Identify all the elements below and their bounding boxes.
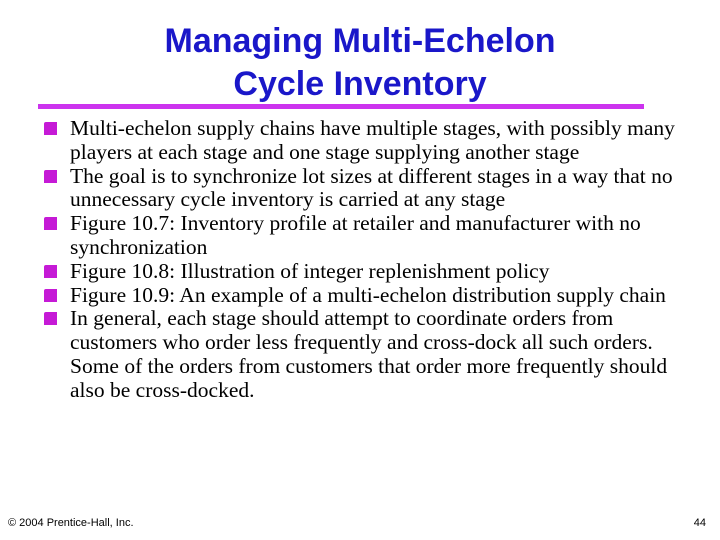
square-bullet-icon [44, 217, 57, 230]
copyright-footer: © 2004 Prentice-Hall, Inc. [8, 517, 134, 529]
bullet-item [44, 165, 684, 213]
bullet-item [44, 260, 684, 284]
bullet-text: Figure 10.8: Illustration of integer replenishment policy [70, 258, 550, 283]
title-line: Managing Multi-Echelon [164, 22, 556, 60]
bullet-item [44, 284, 684, 308]
page-number: 44 [693, 517, 706, 529]
square-bullet-icon [44, 265, 57, 278]
bullet-text: In general, each stage should attempt to coordinate orders from customers who order less frequently and cross-dock all such orders. Some of the orders from customers that order more frequently should also be cross-docked. [70, 306, 668, 402]
square-bullet-icon [44, 122, 57, 135]
square-bullet-icon [44, 312, 57, 325]
square-bullet-icon [44, 170, 57, 183]
slide-title [40, 20, 680, 106]
title-underline [38, 104, 644, 109]
bullet-text: Figure 10.9: An example of a multi-echelon distribution supply chain [70, 282, 666, 307]
bullet-list [44, 117, 684, 403]
bullet-text: Figure 10.7: Inventory profile at retailer and manufacturer with no synchronization [70, 211, 641, 259]
bullet-text: The goal is to synchronize lot sizes at different stages in a way that no unnecessary cycle inventory is carried at any stage [70, 163, 673, 212]
bullet-item [44, 212, 684, 260]
bullet-item [44, 117, 684, 165]
square-bullet-icon [44, 289, 57, 302]
title-line: Cycle Inventory [233, 65, 487, 103]
bullet-text: Multi-echelon supply chains have multiple stages, with possibly many players at each stage and one stage supplying another stage [70, 116, 675, 164]
bullet-item [44, 307, 684, 402]
